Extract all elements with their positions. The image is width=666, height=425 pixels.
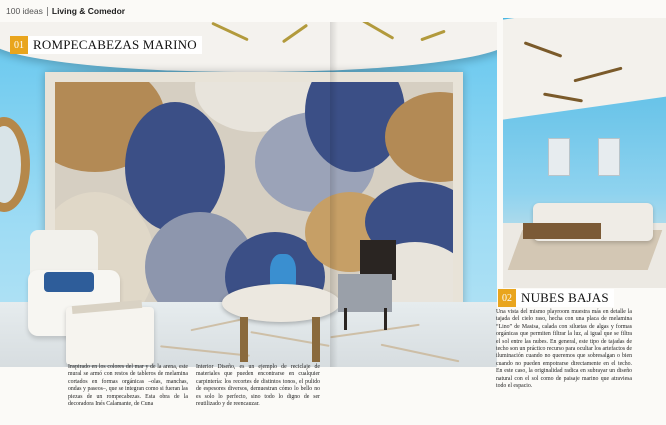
floor-wave (381, 344, 460, 363)
section-title: Living & Comedor (51, 6, 126, 16)
ottoman (66, 307, 154, 365)
page-label: 100 ideas (6, 6, 43, 16)
feature-number-badge: 01 (10, 36, 28, 54)
side-chair-leg (344, 308, 347, 330)
feature-label-1 (10, 36, 202, 54)
feature-title: NUBES BAJAS (521, 290, 609, 305)
feature-label-2 (498, 289, 614, 307)
secondary-photo (503, 18, 666, 288)
side-chair-seat (338, 274, 392, 312)
table-leg (240, 317, 248, 362)
body-text-column-2: Interior Diseño, es un ejemplo de reciclaje de materiales que pueden encontrarse en cualquier carpintería: los recortes de distintos tonos, el pulido de espesores diversos, demuestran cómo lo bello no es solo lo perfecto, sino todo lo digno de ser reutilizado y de reencauzar. (196, 364, 320, 408)
wall-art (598, 138, 620, 176)
floor-wave (160, 345, 250, 356)
feature-title: ROMPECABEZAS MARINO (33, 37, 197, 52)
table-leg (312, 317, 320, 362)
page-header (6, 4, 125, 18)
wood-coffee-table (523, 223, 601, 239)
main-photo (0, 22, 497, 367)
wall-art (548, 138, 570, 176)
body-text-column-3: Una vista del mismo playroom muestra más en detalle la tajada del cielo raso, hecha con una placa de melamina “Lino” de Masisa, calada con siluetas de algas y formas orgánicas que permiten filtrar la luz, al igual que se filtra el sol entre las nubes. En general, este tipo de tajadas de techo son un práctico recurso para ocultar los artefactos de iluminación cuando no queremos que sobresalgan o bien cuando no pueden empotrarse directamente en el techo. En este caso, la originalidad radica en subrayar un diseño natural con el sol como de paisaje marino que atraviesa todo el espacio. (496, 309, 633, 390)
body-text-column-1: Inspirado en los colores del mar y de la arena, este mural se armó con restos de tableros de melamina cortados en formas orgánicas –olas, manchas, ondas y paseos–, que se integran como si fueran las piezas de un rompecabezas. Esta obra de la decoradora Inés Calamante, de Cuna (68, 364, 188, 408)
header-divider (47, 7, 48, 16)
side-chair-leg (384, 308, 387, 330)
sunburst-mirror (0, 117, 30, 212)
page-gutter (330, 22, 338, 367)
side-ceiling (503, 18, 666, 120)
feature-number-badge: 02 (498, 289, 516, 307)
blue-pillow (44, 272, 94, 292)
